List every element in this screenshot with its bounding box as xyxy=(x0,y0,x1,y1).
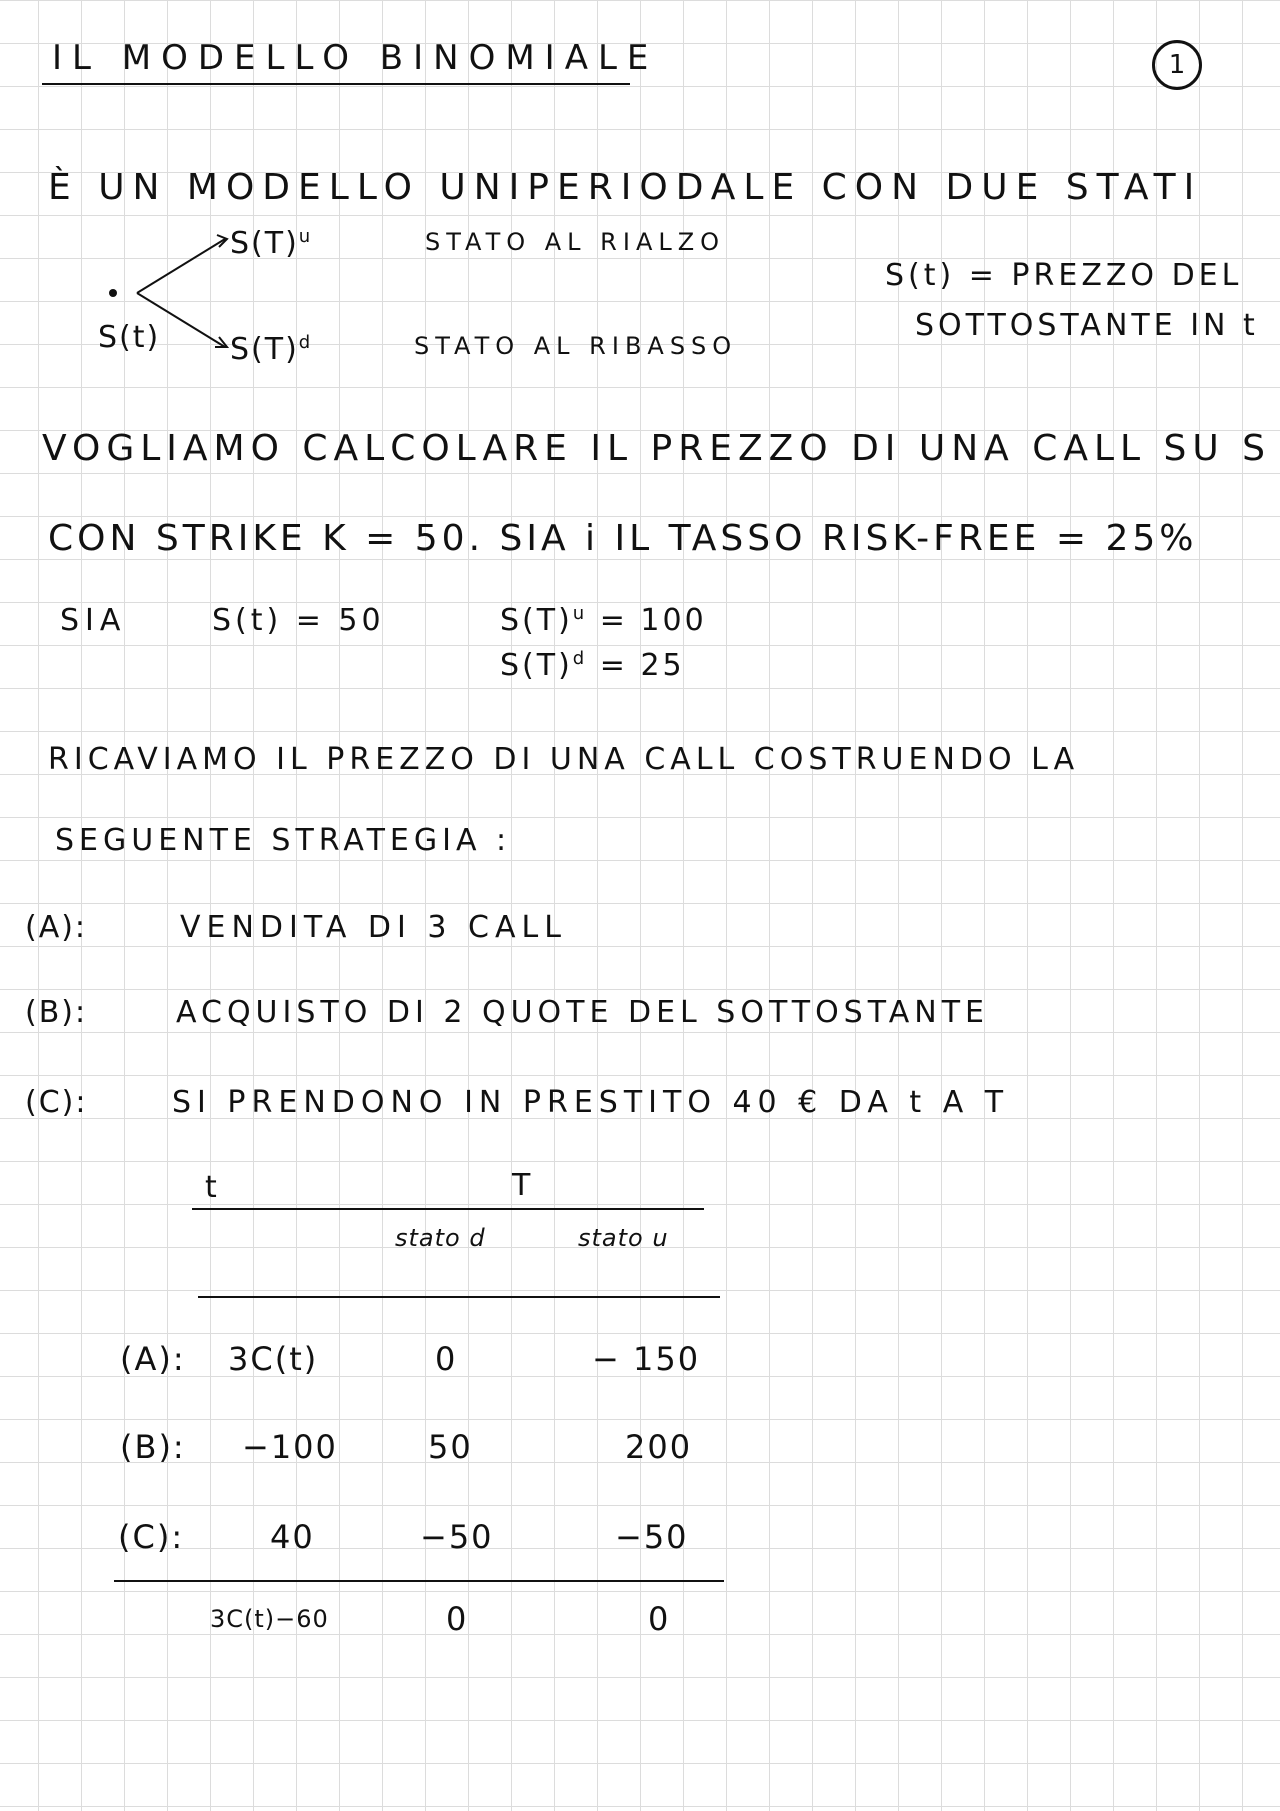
row-b-t: −100 xyxy=(242,1428,338,1466)
strategy-line-2: SEGUENTE STRATEGIA : xyxy=(55,823,512,858)
row-c-d: −50 xyxy=(420,1518,494,1556)
tree-down-node-sup: d xyxy=(298,332,313,353)
table-col-t: t xyxy=(205,1170,223,1205)
title-underline xyxy=(42,83,630,85)
tree-root-label: S(t) xyxy=(98,320,161,355)
row-c-label: (C): xyxy=(118,1518,185,1556)
table-sub-d: stato d xyxy=(395,1224,486,1252)
tree-root-dot xyxy=(109,289,117,297)
strategy-a-text: VENDITA DI 3 CALL xyxy=(180,910,567,945)
strategy-c-label: (C): xyxy=(25,1085,88,1120)
sT-up-value: = 100 xyxy=(599,603,707,638)
sT-down-value: = 25 xyxy=(599,648,685,683)
total-d: 0 xyxy=(446,1600,469,1638)
sT-down-sup: d xyxy=(572,648,588,669)
sT-down-value-line xyxy=(500,648,685,683)
total-t: 3C(t)−60 xyxy=(210,1605,329,1633)
row-b-d: 50 xyxy=(428,1428,473,1466)
strike-line: CON STRIKE K = 50. SIA i IL TASSO RISK-FREE = 25% xyxy=(48,518,1198,559)
page-number: 1 xyxy=(1152,40,1202,90)
tree-up-branch xyxy=(137,239,225,293)
row-a-u: − 150 xyxy=(592,1340,701,1378)
row-b-label: (B): xyxy=(120,1428,186,1466)
total-u: 0 xyxy=(648,1600,671,1638)
tree-up-node-sup: u xyxy=(298,226,313,247)
st-value: S(t) = 50 xyxy=(212,603,385,638)
sT-down-text: S(T) xyxy=(500,648,573,683)
table-subheader-line xyxy=(198,1296,720,1298)
row-a-label: (A): xyxy=(120,1340,186,1378)
row-a-t: 3C(t) xyxy=(228,1340,319,1378)
row-c-t: 40 xyxy=(270,1518,315,1556)
tree-down-node xyxy=(230,332,312,367)
sT-up-value-line xyxy=(500,603,707,638)
tree-up-node xyxy=(230,226,312,261)
strategy-a-label: (A): xyxy=(25,910,88,945)
strategy-line-1: RICAVIAMO IL PREZZO DI UNA CALL COSTRUENDO LA xyxy=(48,742,1080,777)
tree-up-node-text: S(T) xyxy=(230,226,299,261)
definition-line-2: SOTTOSTANTE IN t xyxy=(915,308,1259,343)
tree-down-node-text: S(T) xyxy=(230,332,299,367)
row-b-u: 200 xyxy=(625,1428,693,1466)
goal-line: VOGLIAMO CALCOLARE IL PREZZO DI UNA CALL SU S xyxy=(42,428,1272,469)
sT-up-text: S(T) xyxy=(500,603,573,638)
down-state-label: STATO AL RIBASSO xyxy=(414,332,738,360)
table-header-line xyxy=(192,1208,704,1210)
sia-label: SIA xyxy=(60,603,127,638)
table-sub-u: stato u xyxy=(578,1224,669,1252)
strategy-c-text: SI PRENDONO IN PRESTITO 40 € DA t A T xyxy=(172,1085,1010,1120)
strategy-b-label: (B): xyxy=(25,995,88,1030)
row-c-u: −50 xyxy=(615,1518,689,1556)
up-state-label: STATO AL RIALZO xyxy=(425,228,726,256)
sT-up-sup: u xyxy=(572,603,588,624)
page-title: IL MODELLO BINOMIALE xyxy=(52,38,659,78)
table-col-T: T xyxy=(512,1168,537,1203)
table-total-line xyxy=(114,1580,724,1582)
intro-text: È UN MODELLO UNIPERIODALE CON DUE STATI xyxy=(48,167,1203,208)
row-a-d: 0 xyxy=(435,1340,458,1378)
strategy-b-text: ACQUISTO DI 2 QUOTE DEL SOTTOSTANTE xyxy=(176,995,989,1030)
definition-line-1: S(t) = PREZZO DEL xyxy=(885,258,1243,293)
